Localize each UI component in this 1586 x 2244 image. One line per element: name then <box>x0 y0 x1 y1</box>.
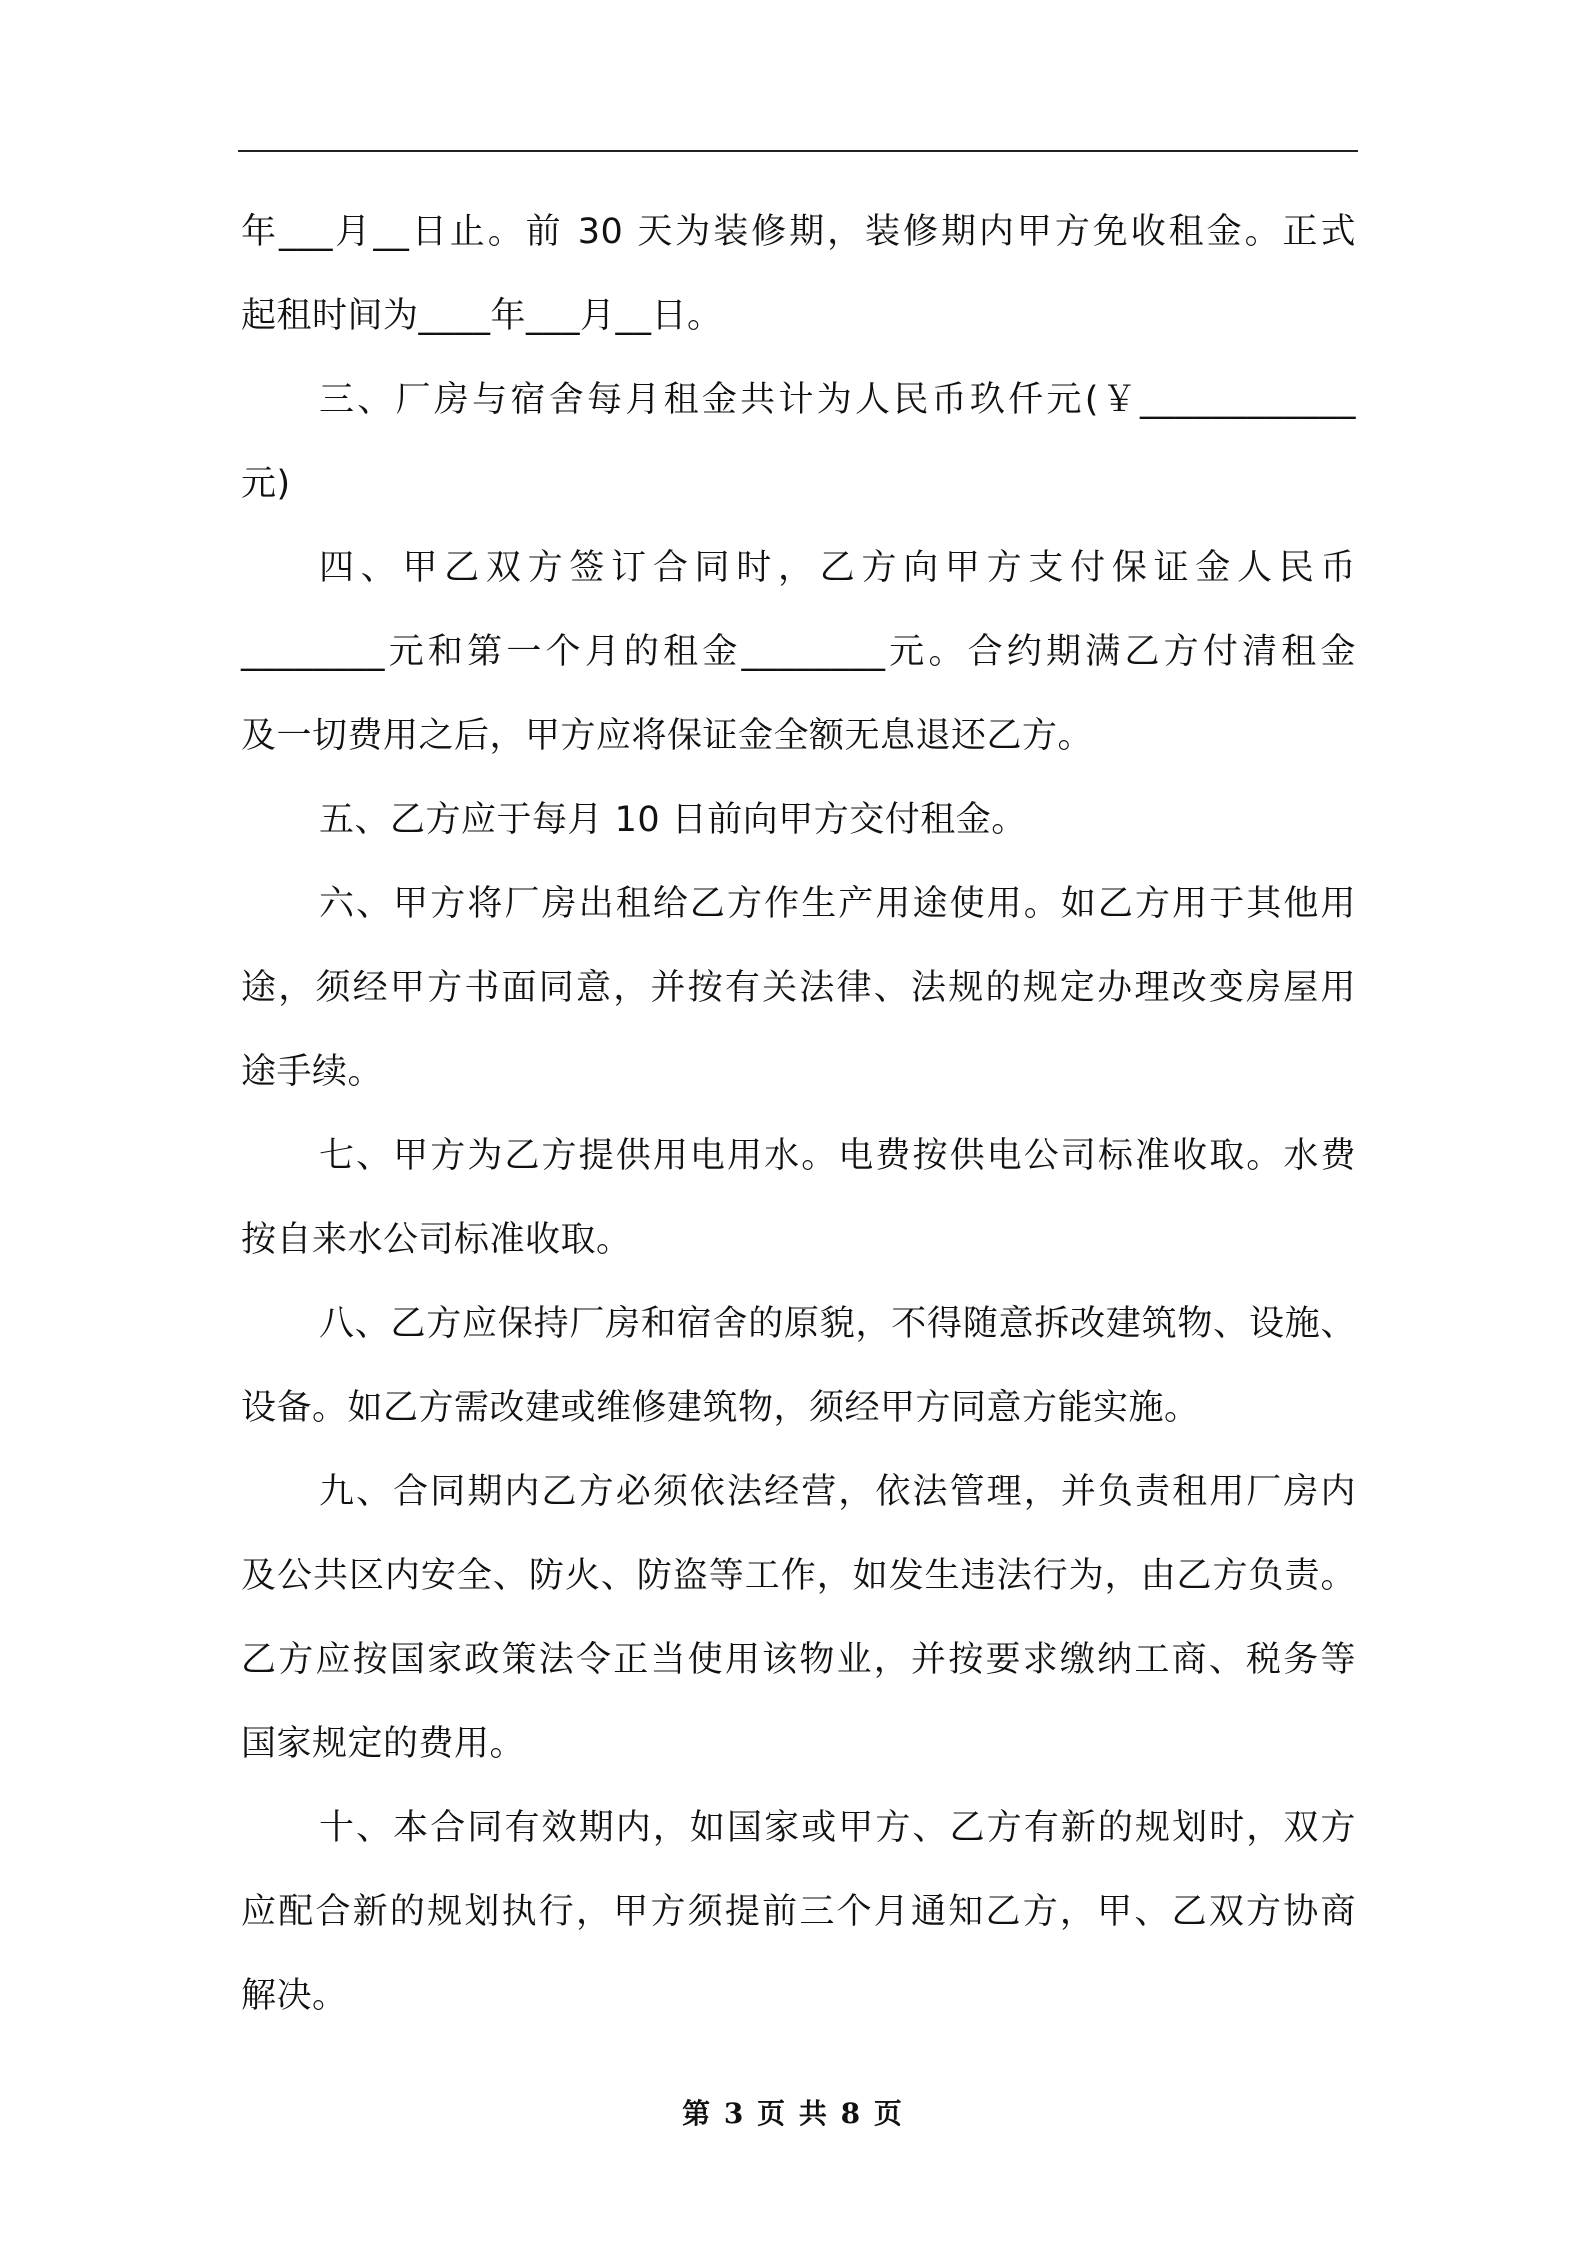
page-number: 第 3 页 共 8 页 <box>682 2097 904 2130</box>
text-line: 四、甲乙双方签订合同时，乙方向甲方支付保证金人民币 <box>319 548 1356 588</box>
text-line: 六、甲方将厂房出租给乙方作生产用途使用。如乙方用于其他用 <box>319 884 1356 924</box>
text-line: 九、合同期内乙方必须依法经营，依法管理，并负责租用厂房内 <box>319 1472 1356 1512</box>
text-line: 途手续。 <box>241 1052 384 1092</box>
text-line: ________元和第一个月的租金________元。合约期满乙方付清租金 <box>241 632 1356 672</box>
text-line: 解决。 <box>241 1976 348 2016</box>
text-line: 途，须经甲方书面同意，并按有关法律、法规的规定办理改变房屋用 <box>241 968 1356 1008</box>
text-line: 三、厂房与宿舍每月租金共计为人民币玖仟元(￥____________ <box>319 380 1356 420</box>
text-line: 元) <box>241 464 291 504</box>
text-line: 年___月__日止。前 30 天为装修期，装修期内甲方免收租金。正式 <box>241 212 1356 252</box>
text-line: 按自来水公司标准收取。 <box>241 1220 632 1260</box>
header-rule <box>238 150 1358 152</box>
text-line: 乙方应按国家政策法令正当使用该物业，并按要求缴纳工商、税务等 <box>241 1640 1356 1680</box>
text-line: 八、乙方应保持厂房和宿舍的原貌，不得随意拆改建筑物、设施、 <box>319 1304 1356 1344</box>
text-line: 及公共区内安全、防火、防盗等工作，如发生违法行为，由乙方负责。 <box>241 1556 1356 1596</box>
text-line: 国家规定的费用。 <box>241 1724 526 1764</box>
text-line: 设备。如乙方需改建或维修建筑物，须经甲方同意方能实施。 <box>241 1388 1200 1428</box>
text-line: 及一切费用之后，甲方应将保证金全额无息退还乙方。 <box>241 716 1094 756</box>
text-line: 起租时间为____年___月__日。 <box>241 296 723 336</box>
document-body <box>241 190 1356 2038</box>
text-line: 应配合新的规划执行，甲方须提前三个月通知乙方，甲、乙双方协商 <box>241 1892 1356 1932</box>
text-line: 五、乙方应于每月 10 日前向甲方交付租金。 <box>319 800 1027 840</box>
text-line: 七、甲方为乙方提供用电用水。电费按供电公司标准收取。水费 <box>319 1136 1356 1176</box>
text-line: 十、本合同有效期内，如国家或甲方、乙方有新的规划时，双方 <box>319 1808 1356 1848</box>
